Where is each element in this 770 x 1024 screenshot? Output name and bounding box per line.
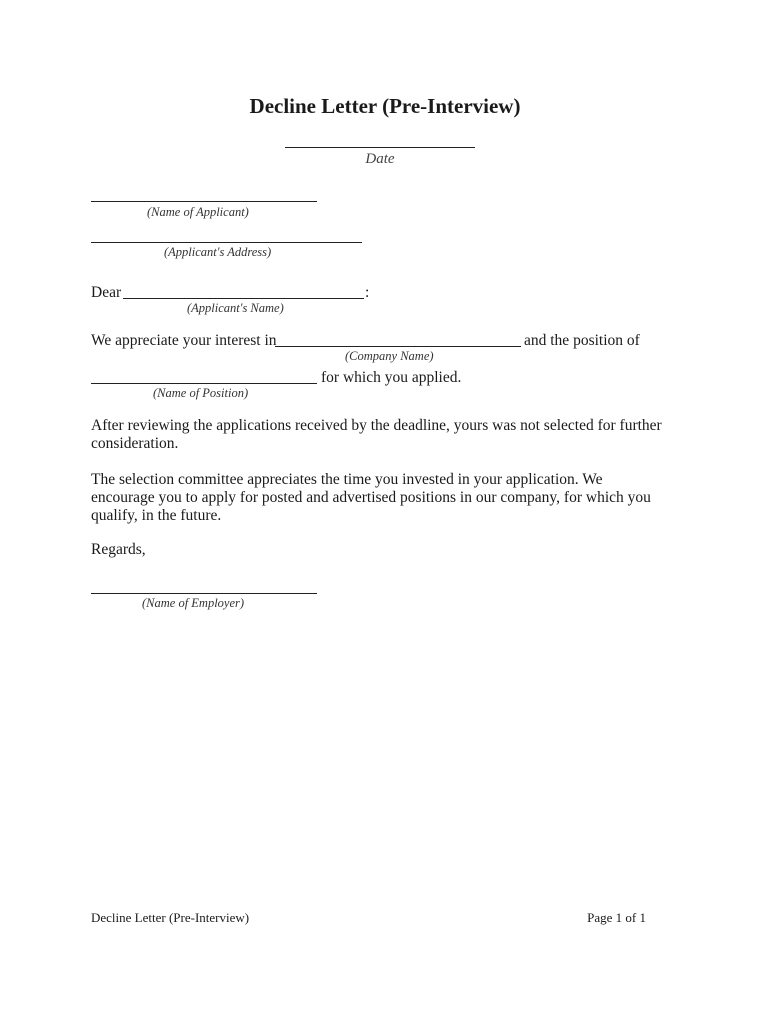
footer-title: Decline Letter (Pre-Interview) [91,910,250,925]
applicant-name-caption: (Name of Applicant) [147,205,249,219]
position-name-line [91,383,317,384]
employer-name-line [91,593,317,594]
interest-prefix: We appreciate your interest in [91,332,277,349]
position-name-caption: (Name of Position) [153,386,249,400]
dear-label: Dear [91,284,122,301]
footer-page-number: Page 1 of 1 [587,910,646,925]
paragraph-encouragement: The selection committee appreciates the time you invested in your application. We encourage you to apply for posted and advertised positions in our company, for which you qualify, in the future. [91,471,651,524]
page-title: Decline Letter (Pre-Interview) [249,94,521,118]
applied-suffix: for which you applied. [321,369,462,386]
date-caption: Date [365,151,395,167]
date-line [285,147,475,148]
employer-name-caption: (Name of Employer) [142,596,245,610]
applicant-address-line [91,242,362,243]
company-name-line [275,346,521,347]
interest-suffix: and the position of [524,332,640,349]
salutation-name-line [123,298,364,299]
dear-colon: : [365,284,370,301]
closing: Regards, [91,541,146,558]
paragraph-decision: After reviewing the applications received by the deadline, yours was not selected for further consideration. [91,417,662,452]
applicant-name-line [91,201,317,202]
salutation-name-caption: (Applicant's Name) [187,301,284,315]
applicant-address-caption: (Applicant's Address) [164,245,272,259]
company-name-caption: (Company Name) [345,349,434,363]
